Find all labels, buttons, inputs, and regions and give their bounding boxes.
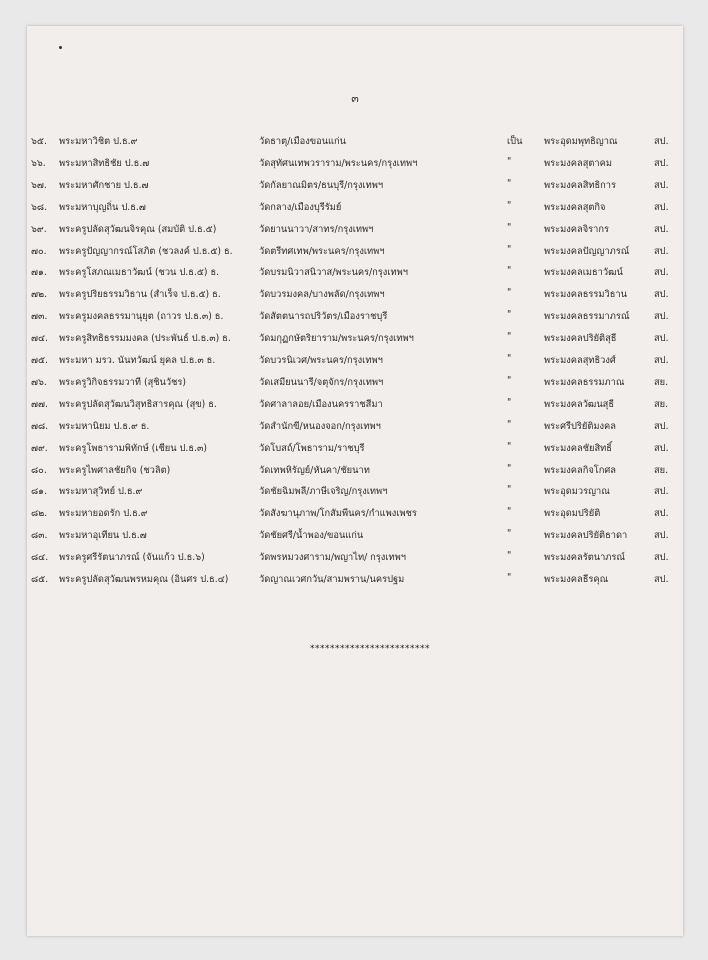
entry-number: ๗๐. <box>31 245 47 257</box>
rank-code: สป. <box>654 223 669 235</box>
monk-name: พระมหา มรว. นันทวัฒน์ ยุคล ป.ธ.๓ ธ. <box>59 355 216 366</box>
entry-number: ๘๐. <box>31 464 47 476</box>
rank-code: สย. <box>654 464 669 476</box>
monk-name: พระมหาสุวิทย์ ป.ธ.๙ <box>59 486 143 498</box>
rank-code: สป. <box>654 136 669 147</box>
rank-code: สป. <box>654 245 669 257</box>
list-row <box>27 373 683 393</box>
new-title: พระมงคลธีรคุณ <box>544 574 609 585</box>
monk-name: พระครูปริยธรรมวิธาน (สำเร็จ ป.ธ.๕) ธ. <box>59 289 221 301</box>
as-word: " <box>507 155 512 167</box>
as-word: " <box>507 199 512 211</box>
new-title: พระมงคลธรรมาภรณ์ <box>544 311 630 323</box>
list-row <box>27 548 683 568</box>
as-word: " <box>507 484 512 496</box>
list-row <box>27 176 683 196</box>
new-title: พระมงคลสุทธิวงศ์ <box>544 355 616 366</box>
list-row <box>27 570 683 590</box>
monk-name: พระมหาบุญถิ่น ป.ธ.๗ <box>59 201 146 213</box>
as-word: " <box>507 177 512 189</box>
as-word: " <box>507 550 512 562</box>
rank-code: สป. <box>654 530 669 542</box>
rank-code: สป. <box>654 574 669 585</box>
speck-mark <box>59 46 62 49</box>
monk-name: พระครูมงคลธรรมานุยุต (ถาวร ป.ธ.๓) ธ. <box>59 311 224 323</box>
new-title: พระมงคลชัยสิทธิ์ <box>544 442 612 454</box>
new-title: พระมงคลสุตกิจ <box>544 201 606 213</box>
list-row <box>27 351 683 371</box>
temple-location: วัดยานนาวา/สาทร/กรุงเทพฯ <box>259 223 374 235</box>
as-word: " <box>507 572 512 583</box>
list-row <box>27 198 683 218</box>
entry-number: ๗๔. <box>31 333 48 345</box>
rank-code: สป. <box>654 201 669 213</box>
list-row <box>27 439 683 459</box>
rank-code: สป. <box>654 179 669 191</box>
temple-location: วัดมกุฏกษัตริยาราม/พระนคร/กรุงเทพฯ <box>259 333 414 345</box>
list-row <box>27 263 683 283</box>
new-title: พระมงคลจิรากร <box>544 223 609 235</box>
temple-location: วัดศาลาลอย/เมืองนครราชสีมา <box>259 398 383 410</box>
page-number: ๓ <box>351 92 359 105</box>
rank-code: สป. <box>654 157 669 169</box>
temple-location: วัดตรีทศเทพ/พระนคร/กรุงเทพฯ <box>259 245 385 257</box>
entry-number: ๘๑. <box>31 486 48 498</box>
temple-location: วัดชัยศรี/น้ำพอง/ขอนแก่น <box>259 530 364 542</box>
monk-name: พระครูปลัดสุวัฒนจิรคุณ (สมบัติ ป.ธ.๕) <box>59 223 217 235</box>
new-title: พระมงคลรัตนาภรณ์ <box>544 552 626 564</box>
new-title: พระมงคลเมธาวัฒน์ <box>544 267 623 279</box>
as-word: " <box>507 265 512 277</box>
list-row <box>27 395 683 415</box>
monk-name: พระครูปลัดสุวัฒนวิสุทธิสารคุณ (สุข) ธ. <box>59 398 217 410</box>
list-row <box>27 154 683 174</box>
entry-number: ๖๘. <box>31 201 48 213</box>
entry-number: ๖๕. <box>31 136 47 147</box>
temple-location: วัดโบสถ์/โพธาราม/ราชบุรี <box>259 442 365 454</box>
as-word: " <box>507 528 512 540</box>
as-word: " <box>507 396 512 408</box>
new-title: พระมงคลกิจโกศล <box>544 464 616 476</box>
temple-location: วัดสำนักขี/หนองจอก/กรุงเทพฯ <box>259 420 381 432</box>
new-title: พระมงคลปัญญาภรณ์ <box>544 245 630 257</box>
list-row <box>27 461 683 481</box>
temple-location: วัดบวรมงคล/บางพลัด/กรุงเทพฯ <box>259 289 385 301</box>
temple-location: วัดกัลยาณมิตร/ธนบุรี/กรุงเทพฯ <box>259 179 384 191</box>
rank-code: สป. <box>654 355 669 366</box>
temple-location: วัดสังฆานุภาพ/โกสัมพีนคร/กำแพงเพชร <box>259 508 417 520</box>
rank-code: สป. <box>654 311 669 323</box>
list-row <box>27 526 683 546</box>
temple-location: วัดบรมนิวาสนิวาส/พระนคร/กรุงเทพฯ <box>259 267 408 279</box>
monk-name: พระมหาวิชิต ป.ธ.๙ <box>59 136 138 147</box>
new-title: พระมงคลปริยัติธาดา <box>544 530 628 542</box>
monk-name: พระมหายอดรัก ป.ธ.๙ <box>59 508 148 520</box>
entry-number: ๖๗. <box>31 179 47 191</box>
temple-location: วัดญาณเวศกวัน/สามพราน/นครปฐม <box>259 574 405 585</box>
rank-code: สป. <box>654 420 669 432</box>
temple-location: วัดกลาง/เมืองบุรีรัมย์ <box>259 201 342 213</box>
new-title: พระมงคลวัฒนสุธี <box>544 398 615 410</box>
as-word: " <box>507 243 512 255</box>
new-title: พระอุดมพุทธิญาณ <box>544 136 618 147</box>
entry-number: ๗๕. <box>31 355 48 366</box>
as-word: " <box>507 331 512 343</box>
temple-location: วัดสัตตนารถปริวัตร/เมืองราชบุรี <box>259 311 388 323</box>
entry-number: ๘๒. <box>31 508 48 520</box>
entry-number: ๗๒. <box>31 289 48 301</box>
new-title: พระมงคลสุตาคม <box>544 157 612 169</box>
list-row <box>27 285 683 305</box>
rank-code: สป. <box>654 267 669 279</box>
list-row <box>27 220 683 240</box>
list-row <box>27 417 683 437</box>
as-word: " <box>507 374 512 386</box>
as-word: " <box>507 506 512 518</box>
new-title: พระอุดมปริยัติ <box>544 508 601 520</box>
monk-name: พระครูปัญญากรณ์โสภิต (ชวลงค์ ป.ธ.๕) ธ. <box>59 245 233 257</box>
rank-code: สป. <box>654 289 669 301</box>
monk-name: พระมหานิยม ป.ธ.๙ ธ. <box>59 420 150 432</box>
list-row <box>27 482 683 502</box>
rank-code: สย. <box>654 398 669 410</box>
monk-name: พระมหาศักชาย ป.ธ.๗ <box>59 179 149 191</box>
list-row <box>27 307 683 327</box>
temple-location: วัดเสมียนนารี/จตุจักร/กรุงเทพฯ <box>259 376 384 388</box>
entry-number: ๗๙. <box>31 442 48 454</box>
list-row <box>27 132 683 152</box>
entry-number: ๖๙. <box>31 223 47 235</box>
list-row <box>27 504 683 524</box>
new-title: พระมงคลธรรมภาณ <box>544 376 625 388</box>
new-title: พระมงคลปริยัติสุธี <box>544 333 617 345</box>
monk-name: พระครูวิกิจธรรมวาที (สุชินวัชร) <box>59 376 187 388</box>
section-divider: ************************ <box>310 644 430 654</box>
as-word: " <box>507 440 512 452</box>
rank-code: สย. <box>654 376 669 388</box>
entry-number: ๗๖. <box>31 376 47 388</box>
list-row <box>27 242 683 262</box>
new-title: พระอุดมวรญาณ <box>544 486 610 498</box>
monk-name: พระมหาอุเทียน ป.ธ.๗ <box>59 530 147 542</box>
entry-number: ๘๓. <box>31 530 48 542</box>
rank-code: สป. <box>654 333 669 345</box>
document-page <box>27 26 683 936</box>
rank-code: สป. <box>654 486 669 498</box>
as-word: " <box>507 287 512 299</box>
monk-name: พระครูโพธารามพิทักษ์ (เชียน ป.ธ.๓) <box>59 442 207 454</box>
list-row <box>27 329 683 349</box>
temple-location: วัดสุทัศนเทพวราราม/พระนคร/กรุงเทพฯ <box>259 157 418 169</box>
as-word: " <box>507 418 512 430</box>
monk-name: พระครูปลัดสุวัฒนพรหมคุณ (อินศร ป.ธ.๔) <box>59 574 229 585</box>
temple-location: วัดธาตุ/เมืองขอนแก่น <box>259 136 347 147</box>
temple-location: วัดบวรนิเวศ/พระนคร/กรุงเทพฯ <box>259 355 383 366</box>
monk-name: พระครูสิทธิธรรมมงคล (ประพันธ์ ป.ธ.๓) ธ. <box>59 333 231 345</box>
as-word: เป็น <box>507 136 523 147</box>
as-word: " <box>507 221 512 233</box>
entry-number: ๘๔. <box>31 552 49 564</box>
as-word: " <box>507 309 512 321</box>
entry-number: ๗๗. <box>31 398 48 410</box>
rank-code: สป. <box>654 552 669 564</box>
entry-number: ๗๘. <box>31 420 49 432</box>
rank-code: สป. <box>654 508 669 520</box>
new-title: พระศรีปริยัติมงคล <box>544 420 616 432</box>
monk-name: พระครูไพศาลชัยกิจ (ชวลิต) <box>59 464 171 476</box>
temple-location: วัดเทพหิรัญย์/หันคา/ชัยนาท <box>259 464 370 476</box>
entry-number: ๗๓. <box>31 311 48 323</box>
monk-name: พระครูศรีรัตนาภรณ์ (จันแก้ว ป.ธ.๖) <box>59 552 205 564</box>
temple-location: วัดชัยฉิมพลี/ภาษีเจริญ/กรุงเทพฯ <box>259 486 388 498</box>
monk-name: พระมหาสิทธิชัย ป.ธ.๗ <box>59 157 150 169</box>
entry-number: ๖๖. <box>31 157 46 169</box>
monk-name: พระครูโสภณเมธาวัฒน์ (ชวน ป.ธ.๕) ธ. <box>59 267 220 279</box>
rank-code: สป. <box>654 442 669 454</box>
as-word: " <box>507 353 512 364</box>
new-title: พระมงคลสิทธิการ <box>544 179 617 191</box>
temple-location: วัดพรหมวงศาราม/พญาไท/ กรุงเทพฯ <box>259 552 406 564</box>
new-title: พระมงคลธรรมวิธาน <box>544 289 627 301</box>
as-word: " <box>507 462 512 474</box>
entry-number: ๗๑. <box>31 267 47 279</box>
entry-number: ๘๕. <box>31 574 49 585</box>
